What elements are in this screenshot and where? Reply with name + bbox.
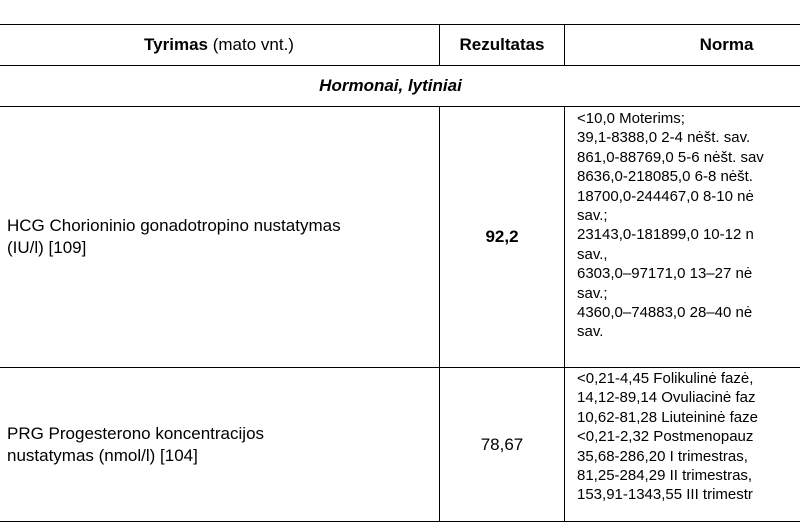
norm-line: 81,25-284,29 II trimestras, (577, 467, 753, 485)
norm-line: 39,1-8388,0 2-4 nėšt. sav. (577, 129, 751, 147)
norm-line: 8636,0-218085,0 6-8 nėšt. (577, 168, 753, 186)
test-name (0, 368, 440, 522)
header-norm (565, 25, 800, 66)
test-result: 78,67 (440, 368, 565, 522)
norm-line: 23143,0-181899,0 10-12 n (577, 226, 754, 244)
table-row (0, 368, 800, 522)
norm-line: <0,21-4,45 Folikulinė fazė, (577, 370, 754, 387)
test-name-line: HCG Chorioninio gonadotropino nustatymas (7, 216, 341, 235)
table-row (0, 107, 800, 368)
test-name-line: PRG Progesterono koncentracijos (7, 423, 265, 443)
norm-line: sav.; (577, 207, 608, 225)
norm-line: sav. (577, 323, 604, 341)
norm-line: 4360,0–74883,0 28–40 nė (577, 304, 753, 322)
header-result (440, 25, 565, 66)
header-result-label: Rezultatas (459, 35, 545, 54)
section-title: Hormonai, lytiniai (319, 76, 462, 95)
test-norm (565, 368, 800, 522)
norm-line: 35,68-286,20 I trimestras, (577, 447, 748, 465)
norm-line: <10,0 Moterims; (577, 110, 685, 127)
norm-line: 6303,0–97171,0 13–27 nė (577, 265, 753, 283)
header-test (0, 25, 440, 66)
header-test-label: Tyrimas (144, 35, 208, 54)
header-norm-label: Norma (699, 35, 754, 54)
norm-line: 10,62-81,28 Liuteininė faze (577, 408, 758, 426)
norm-line: sav.; (577, 284, 608, 302)
norm-line: 153,91-1343,55 III trimestr (577, 486, 753, 504)
test-name-line: nustatymas (nmol/l) [104] (7, 445, 198, 465)
test-result: 92,2 (440, 107, 565, 368)
lab-results-table (0, 24, 800, 522)
norm-line: <0,21-2,32 Postmenopauz (577, 428, 754, 446)
norm-line: 14,12-89,14 Ovuliacinė faz (577, 389, 756, 407)
norm-line: 18700,0-244467,0 8-10 nė (577, 187, 754, 205)
section-row (0, 66, 800, 107)
test-name (0, 107, 440, 368)
header-test-units: (mato vnt.) (212, 35, 294, 54)
norm-line: 861,0-88769,0 5-6 nėšt. sav (577, 148, 764, 166)
test-name-line: (IU/l) [109] (7, 238, 87, 257)
norm-line: sav., (577, 245, 608, 263)
test-norm (565, 107, 800, 368)
table-header-row (0, 25, 800, 66)
section-cell (0, 66, 800, 107)
